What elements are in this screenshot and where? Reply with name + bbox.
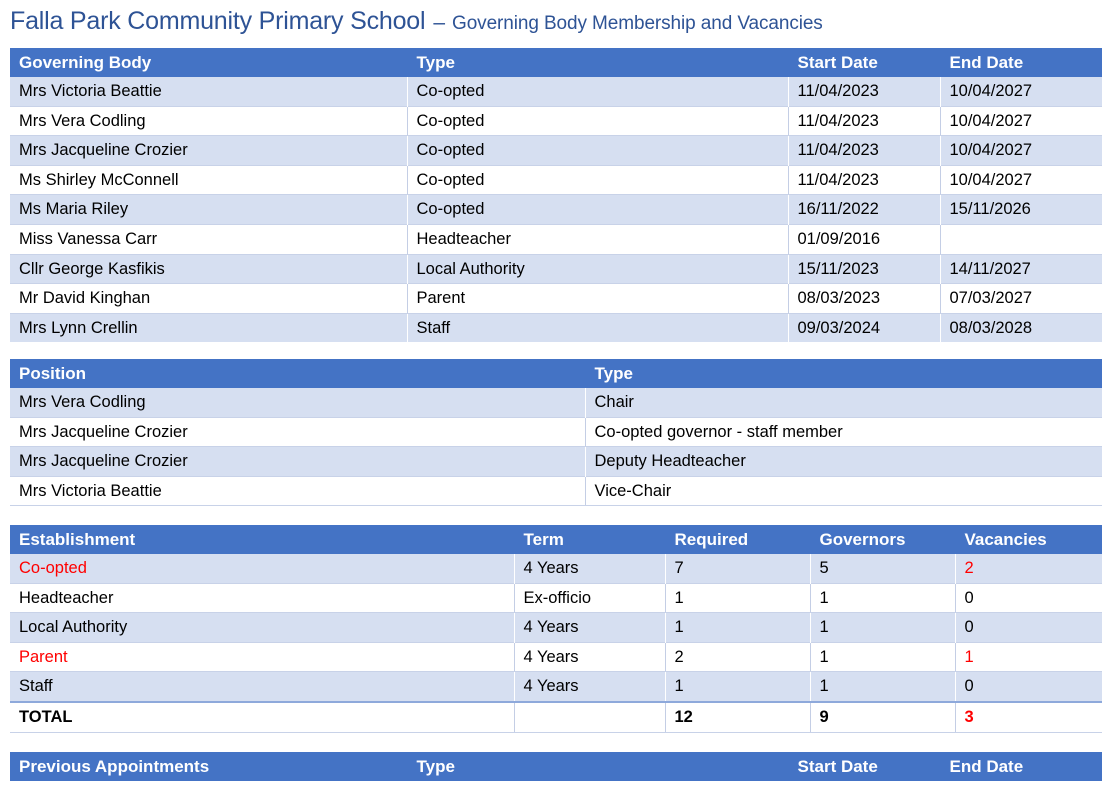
previous-appointments-table	[10, 752, 1102, 781]
column-header-term: Term	[514, 525, 665, 554]
cell-governors: 1	[810, 672, 955, 702]
cell-name: Miss Vanessa Carr	[10, 224, 407, 254]
positions-table	[10, 359, 1102, 506]
cell-establishment: Parent	[10, 642, 514, 672]
column-header-end-date: End Date	[940, 752, 1102, 781]
cell-name: Mrs Vera Codling	[10, 388, 585, 417]
column-header-type: Type	[407, 752, 788, 781]
cell-required: 1	[665, 672, 810, 702]
cell-end: 07/03/2027	[940, 284, 1102, 314]
cell-name: Mrs Jacqueline Crozier	[10, 136, 407, 166]
column-header-previous-appointments: Previous Appointments	[10, 752, 407, 781]
cell-end: 15/11/2026	[940, 195, 1102, 225]
cell-name: Mrs Victoria Beattie	[10, 77, 407, 106]
column-header-governing-body: Governing Body	[10, 48, 407, 77]
cell-type: Staff	[407, 313, 788, 342]
cell-term: 4 Years	[514, 642, 665, 672]
column-header-establishment: Establishment	[10, 525, 514, 554]
cell-start: 11/04/2023	[788, 77, 940, 106]
cell-start: 16/11/2022	[788, 195, 940, 225]
cell-type: Deputy Headteacher	[585, 447, 1102, 477]
cell-start: 11/04/2023	[788, 136, 940, 166]
establishment-table-body	[10, 554, 1102, 732]
table-row	[10, 613, 1102, 643]
cell-establishment: Co-opted	[10, 554, 514, 583]
governing-body-table-body	[10, 77, 1102, 342]
table-total-row	[10, 702, 1102, 732]
cell-start: 08/03/2023	[788, 284, 940, 314]
cell-vacancies: 0	[955, 672, 1102, 702]
table-row	[10, 254, 1102, 284]
cell-name: Cllr George Kasfikis	[10, 254, 407, 284]
cell-governors: 1	[810, 583, 955, 613]
cell-start: 11/04/2023	[788, 165, 940, 195]
cell-type: Co-opted	[407, 195, 788, 225]
cell-name: Mrs Victoria Beattie	[10, 476, 585, 506]
cell-type: Co-opted	[407, 136, 788, 166]
cell-type: Chair	[585, 388, 1102, 417]
column-header-start-date: Start Date	[788, 48, 940, 77]
cell-name: Mrs Jacqueline Crozier	[10, 417, 585, 447]
cell-type: Co-opted	[407, 77, 788, 106]
column-header-governors: Governors	[810, 525, 955, 554]
table-row	[10, 672, 1102, 702]
column-header-required: Required	[665, 525, 810, 554]
cell-total-required: 12	[665, 702, 810, 732]
cell-total-vacancies: 3	[955, 702, 1102, 732]
table-row	[10, 417, 1102, 447]
table-row	[10, 476, 1102, 506]
column-header-type: Type	[585, 359, 1102, 388]
table-row	[10, 106, 1102, 136]
cell-start: 11/04/2023	[788, 106, 940, 136]
page-title-school: Falla Park Community Primary School	[10, 7, 426, 35]
cell-end: 10/04/2027	[940, 77, 1102, 106]
cell-governors: 1	[810, 613, 955, 643]
cell-total-term	[514, 702, 665, 732]
column-header-start-date: Start Date	[788, 752, 940, 781]
cell-end: 10/04/2027	[940, 136, 1102, 166]
table-row	[10, 165, 1102, 195]
cell-establishment: Local Authority	[10, 613, 514, 643]
page-title-dash: –	[433, 11, 446, 34]
cell-name: Mrs Lynn Crellin	[10, 313, 407, 342]
cell-type: Co-opted	[407, 165, 788, 195]
cell-end: 10/04/2027	[940, 165, 1102, 195]
table-row	[10, 583, 1102, 613]
table-row	[10, 447, 1102, 477]
cell-name: Ms Maria Riley	[10, 195, 407, 225]
cell-total-label: TOTAL	[10, 702, 514, 732]
cell-type: Local Authority	[407, 254, 788, 284]
cell-name: Mr David Kinghan	[10, 284, 407, 314]
table-row	[10, 136, 1102, 166]
table-row	[10, 388, 1102, 417]
cell-name: Mrs Jacqueline Crozier	[10, 447, 585, 477]
cell-total-governors: 9	[810, 702, 955, 732]
cell-establishment: Staff	[10, 672, 514, 702]
table-header-row	[10, 359, 1102, 388]
cell-required: 1	[665, 583, 810, 613]
cell-start: 15/11/2023	[788, 254, 940, 284]
column-header-type: Type	[407, 48, 788, 77]
table-row	[10, 77, 1102, 106]
cell-governors: 5	[810, 554, 955, 583]
cell-name: Mrs Vera Codling	[10, 106, 407, 136]
cell-term: 4 Years	[514, 554, 665, 583]
cell-vacancies: 2	[955, 554, 1102, 583]
cell-type: Parent	[407, 284, 788, 314]
cell-vacancies: 1	[955, 642, 1102, 672]
table-row	[10, 313, 1102, 342]
positions-table-body	[10, 388, 1102, 506]
cell-term: Ex-officio	[514, 583, 665, 613]
cell-required: 2	[665, 642, 810, 672]
cell-type: Headteacher	[407, 224, 788, 254]
cell-required: 1	[665, 613, 810, 643]
column-header-vacancies: Vacancies	[955, 525, 1102, 554]
cell-required: 7	[665, 554, 810, 583]
cell-end	[940, 224, 1102, 254]
table-header-row	[10, 752, 1102, 781]
cell-type: Co-opted governor - staff member	[585, 417, 1102, 447]
cell-end: 08/03/2028	[940, 313, 1102, 342]
table-header-row	[10, 525, 1102, 554]
table-header-row	[10, 48, 1102, 77]
cell-vacancies: 0	[955, 613, 1102, 643]
governing-body-table	[10, 48, 1102, 342]
cell-end: 10/04/2027	[940, 106, 1102, 136]
cell-type: Co-opted	[407, 106, 788, 136]
cell-end: 14/11/2027	[940, 254, 1102, 284]
cell-name: Ms Shirley McConnell	[10, 165, 407, 195]
column-header-position: Position	[10, 359, 585, 388]
table-row	[10, 284, 1102, 314]
establishment-table	[10, 525, 1102, 733]
column-header-end-date: End Date	[940, 48, 1102, 77]
cell-term: 4 Years	[514, 613, 665, 643]
cell-term: 4 Years	[514, 672, 665, 702]
cell-start: 01/09/2016	[788, 224, 940, 254]
cell-start: 09/03/2024	[788, 313, 940, 342]
table-row	[10, 195, 1102, 225]
cell-establishment: Headteacher	[10, 583, 514, 613]
cell-type: Vice-Chair	[585, 476, 1102, 506]
page-title	[10, 6, 1105, 40]
table-row	[10, 554, 1102, 583]
cell-vacancies: 0	[955, 583, 1102, 613]
table-row	[10, 642, 1102, 672]
page-title-subtitle: Governing Body Membership and Vacancies	[452, 13, 823, 34]
table-row	[10, 224, 1102, 254]
cell-governors: 1	[810, 642, 955, 672]
